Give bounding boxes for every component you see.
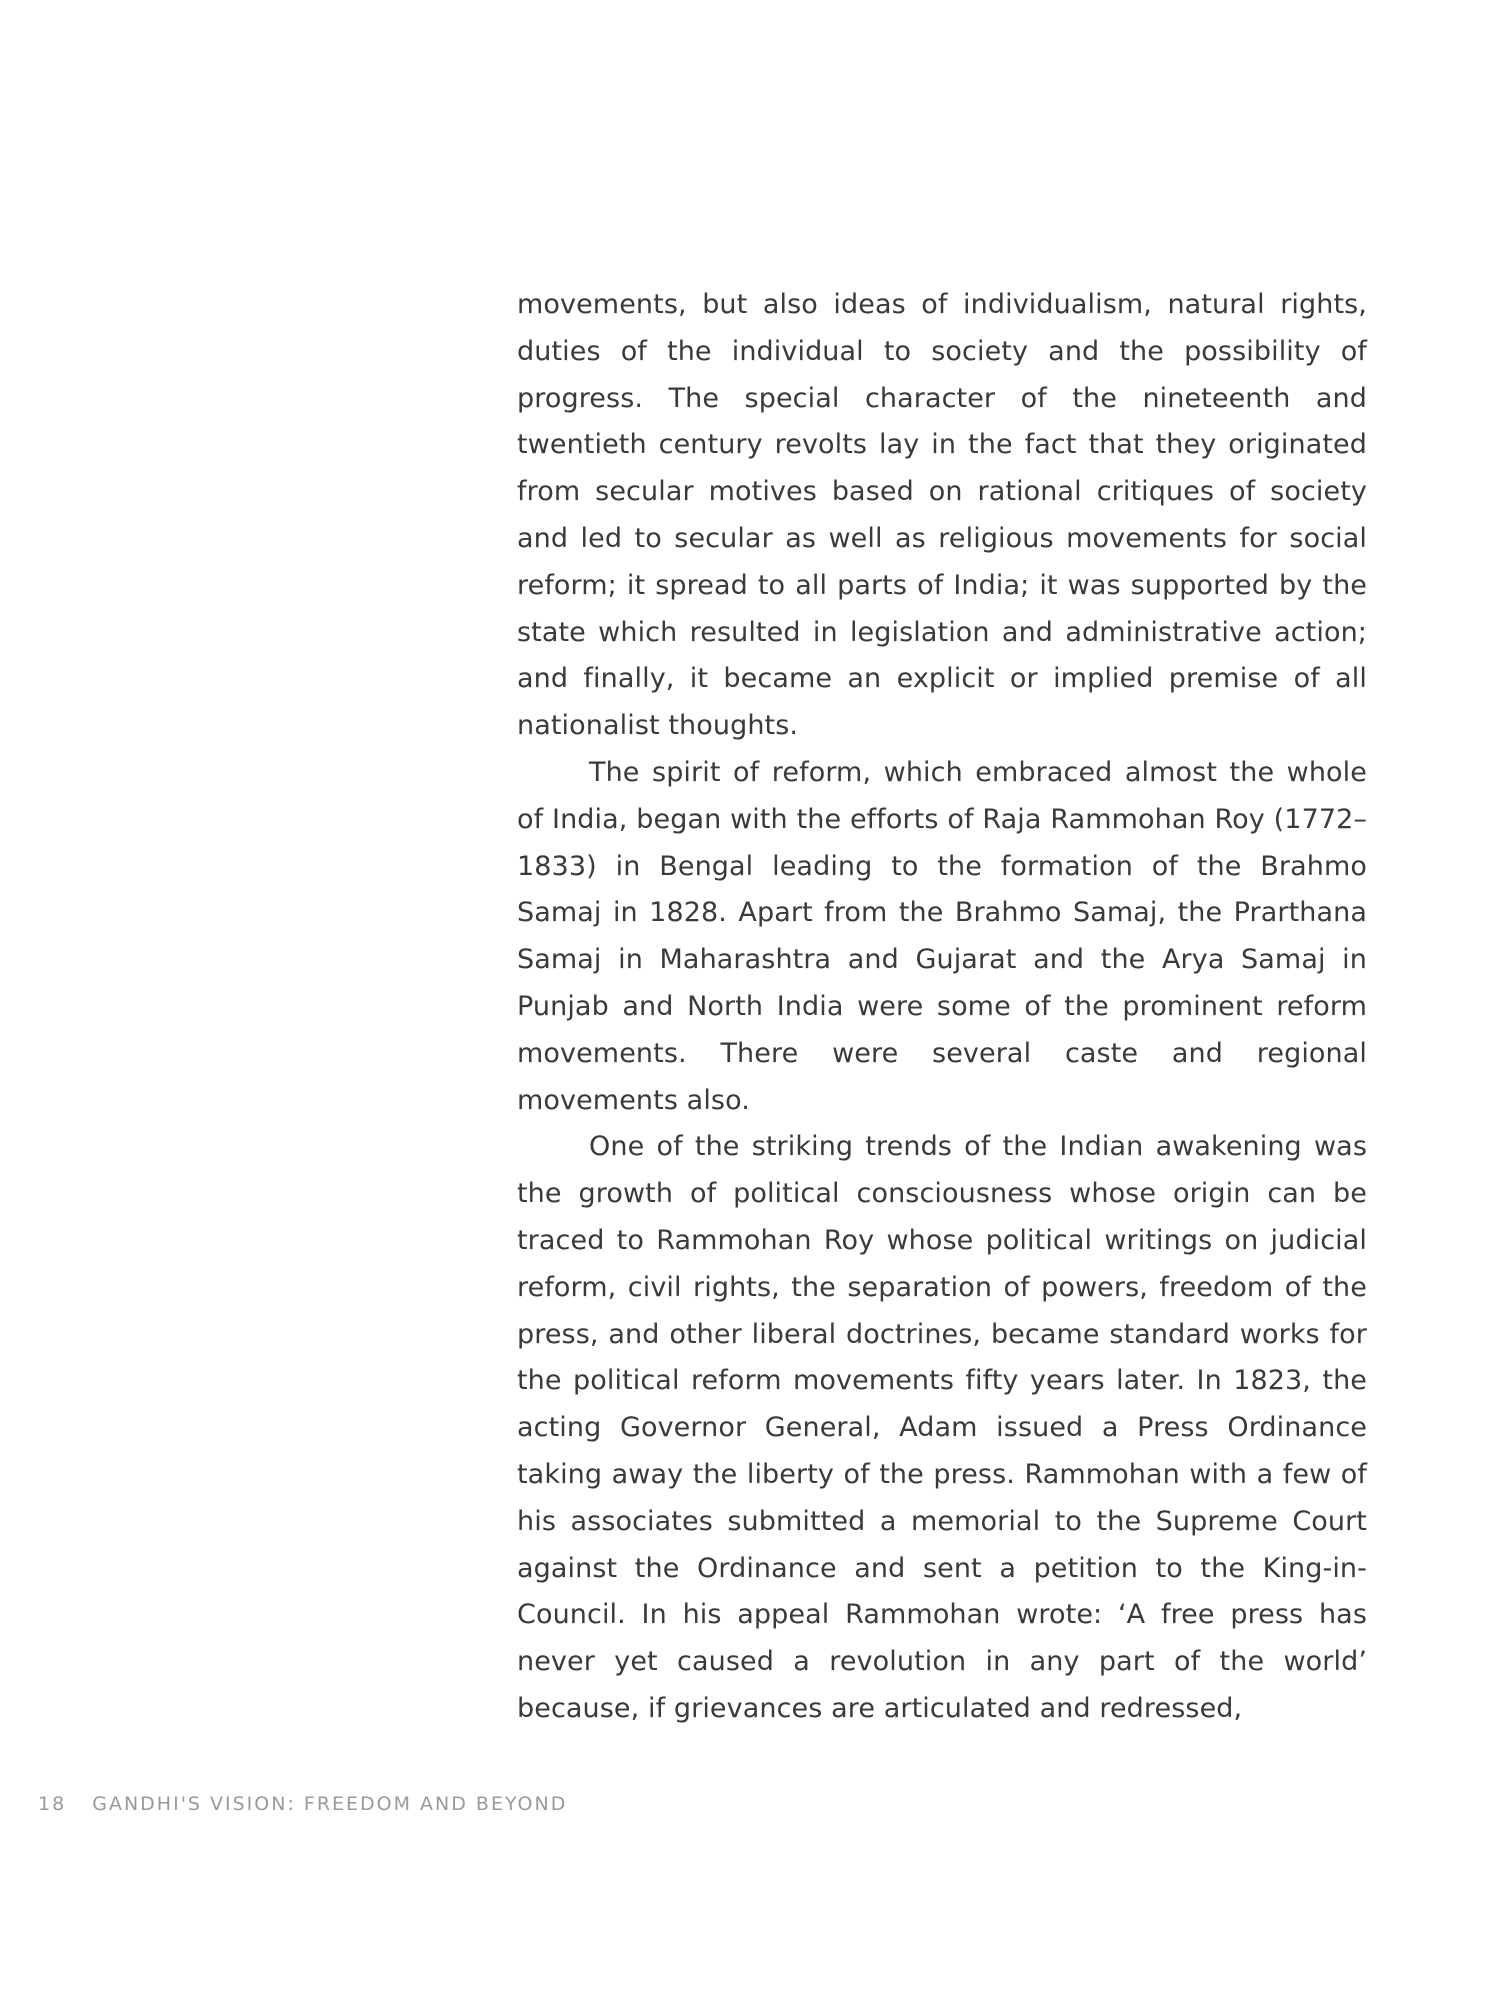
running-title: GANDHI'S VISION: FREEDOM AND BEYOND xyxy=(92,1793,568,1815)
page-number: 18 xyxy=(38,1793,67,1815)
page-footer xyxy=(38,1793,567,1815)
paragraph-political-consciousness: One of the striking trends of the Indian awakening was the growth of political consciousness whose origin can be traced to Rammohan Roy whose political writings on judicial reform, civil rights, the separation of powers, freedom of the press, and other liberal doctrines, became standard works for the political reform movements fifty years later. In 1823, the acting Governor General, Adam issued a Press Ordinance taking away the liberty of the press. Rammohan with a few of his associates submitted a memorial to the Supreme Court against the Ordinance and sent a petition to the King-in-Council. In his appeal Rammohan wrote: ‘A free press has never yet caused a revolution in any part of the world’ because, if grievances are articulated and redressed, xyxy=(517,1131,1367,1724)
body-text-column xyxy=(517,282,1367,1733)
paragraph-spirit-of-reform: The spirit of reform, which embraced almost the whole of India, began with the efforts of Raja Rammohan Roy (1772– 1833) in Bengal leading to the formation of the Brahmo Samaj in 1828. Apart from the Brahmo Samaj, the Prarthana Samaj in Maharashtra and Gujarat and the Arya Samaj in Punjab and North India were some of the prominent reform movements. There were several caste and regional movements also. xyxy=(517,756,1367,1116)
paragraph-continued: movements, but also ideas of individualism, natural rights, duties of the individual to society and the possibility of progress. The special character of the nineteenth and twentieth century revolts lay in the fact that they originated from secular motives based on rational critiques of society and led to secular as well as religious movements for social reform; it spread to all parts of India; it was supported by the state which resulted in legislation and administrative action; and finally, it became an explicit or implied premise of all nationalist thoughts. xyxy=(517,289,1367,742)
